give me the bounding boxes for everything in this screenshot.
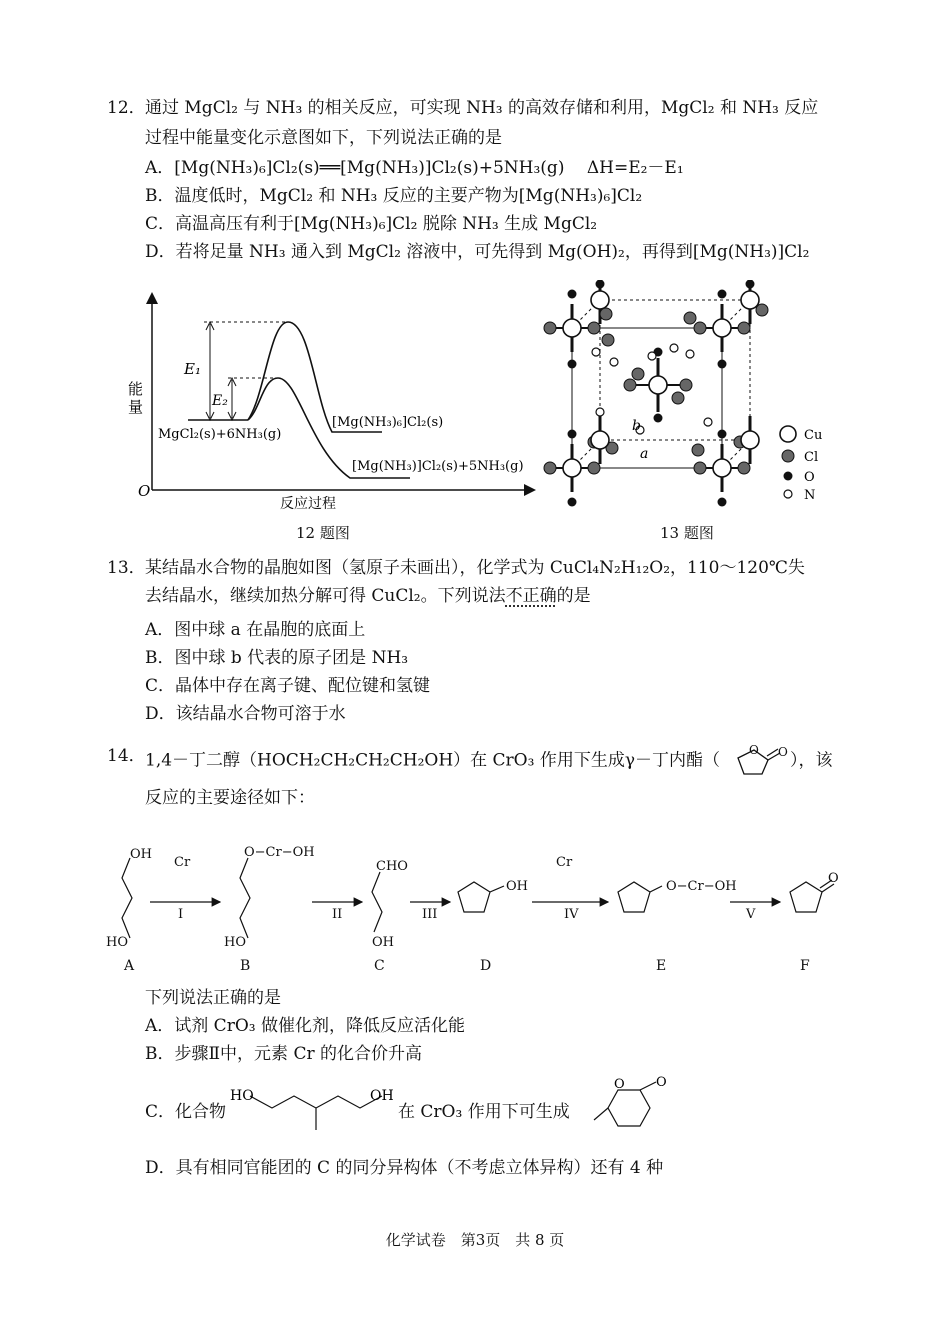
label-a: a <box>640 446 649 462</box>
q14-stem-line2: 反应的主要途径如下： <box>145 788 315 808</box>
q14-option-c-label: C．化合物 <box>145 1102 227 1122</box>
diol-ho: HO <box>230 1088 254 1104</box>
q13-option-d: D．该结晶水合物可溶于水 <box>145 704 346 724</box>
lactone-structure <box>720 744 790 778</box>
cro3-cr-1: Cr <box>174 855 191 870</box>
q13-option-b: B．图中球 b 代表的原子团是 NH₃ <box>145 648 409 668</box>
q14-stem1-b: ），该 <box>790 750 833 771</box>
step-i: I <box>178 907 184 922</box>
legend-o: O <box>804 470 815 485</box>
compound-e: E <box>656 958 667 974</box>
q14-stem-line1 <box>145 744 833 778</box>
lactone-carbonyl-o: O <box>778 745 788 759</box>
q13-stem2-a: 去结晶水，继续加热分解可得 CuCl₂。下列说法 <box>145 586 506 606</box>
f-o: O <box>828 871 839 886</box>
option-c-diol-structure <box>230 1078 400 1138</box>
reactant-label: MgCl₂(s)+6NH₃(g) <box>158 427 282 442</box>
step-iii: III <box>422 907 438 922</box>
e-ocr: O−Cr−OH <box>666 879 737 894</box>
y-label-1: 能 <box>128 380 144 398</box>
q13-stem-line1: 某结晶水合物的晶胞如图（氢原子未画出），化学式为 CuCl₄N₂H₁₂O₂，110～120℃失 <box>145 558 805 578</box>
crystal-cell-diagram <box>540 280 840 520</box>
q12-stem-line1: 通过 MgCl₂ 与 NH₃ 的相关反应，可实现 NH₃ 的高效存储和利用，MgCl₂ 和 NH₃ 反应 <box>145 98 819 118</box>
q13-stem-line2 <box>145 584 591 608</box>
q14-option-d: D．具有相同官能团的 C 的同分异构体（不考虑立体异构）还有 4 种 <box>145 1158 664 1178</box>
compound-b: B <box>240 958 251 974</box>
q14-option-b: B．步骤Ⅱ中，元素 Cr 的化合价升高 <box>145 1044 422 1064</box>
legend-cu: Cu <box>804 428 823 443</box>
label-e2: E₂ <box>212 393 228 409</box>
q12-option-b: B．温度低时，MgCl₂ 和 NH₃ 反应的主要产物为[Mg(NH₃)₆]Cl₂ <box>145 186 643 206</box>
cro3-cr-2: Cr <box>556 855 573 870</box>
q12-option-d: D．若将足量 NH₃ 通入到 MgCl₂ 溶液中，可先得到 Mg(OH)₂，再得到[Mg(NH₃)]Cl₂ <box>145 242 810 262</box>
q13-emphasis: 不正确 <box>505 586 557 606</box>
q13-option-a: A．图中球 a 在晶胞的底面上 <box>145 620 366 640</box>
figure-13-caption: 13 题图 <box>660 524 714 542</box>
step-v: V <box>746 907 756 922</box>
q12-number: 12． <box>107 98 146 118</box>
b-ho: HO <box>224 935 246 950</box>
d-oh: OH <box>506 879 528 894</box>
legend <box>780 426 822 503</box>
compound-f: F <box>800 958 810 974</box>
ring-o: O <box>614 1077 625 1092</box>
option-c-lactone-structure <box>590 1076 680 1146</box>
q13-option-c: C．晶体中存在离子键、配位键和氢键 <box>145 676 431 696</box>
product-label: [Mg(NH₃)]Cl₂(s)+5NH₃(g) <box>352 459 524 474</box>
legend-cl: Cl <box>804 450 819 465</box>
step-ii: II <box>332 907 343 922</box>
intermediate-label: [Mg(NH₃)₆]Cl₂(s) <box>332 415 444 430</box>
reaction-scheme <box>100 820 860 980</box>
origin-label: O <box>138 482 151 500</box>
label-e1: E₁ <box>184 360 201 378</box>
compound-d: D <box>480 958 492 974</box>
q13-number: 13． <box>107 558 146 578</box>
q13-stem2-c: 的是 <box>556 586 591 606</box>
a-oh: OH <box>130 847 152 862</box>
diol-oh: OH <box>370 1088 394 1104</box>
q12-stem-line2: 过程中能量变化示意图如下，下列说法正确的是 <box>145 128 502 148</box>
legend-n: N <box>804 488 816 503</box>
compound-a: A <box>124 958 135 974</box>
q12-option-c: C．高温高压有利于[Mg(NH₃)₆]Cl₂ 脱除 NH₃ 生成 MgCl₂ <box>145 214 598 234</box>
x-label: 反应过程 <box>280 496 336 512</box>
y-label-2: 量 <box>128 398 144 416</box>
c-cho: CHO <box>376 859 408 874</box>
step-iv: IV <box>564 907 579 922</box>
q14-option-a: A．试剂 CrO₃ 做催化剂，降低反应活化能 <box>145 1016 465 1036</box>
label-b: b <box>632 418 641 434</box>
a-ho: HO <box>106 935 128 950</box>
q14-option-c-mid: 在 CrO₃ 作用下可生成 <box>398 1102 570 1122</box>
q14-stem1-a: 1,4－丁二醇（HOCH₂CH₂CH₂CH₂OH）在 CrO₃ 作用下生成γ－丁内酯（ <box>145 750 721 771</box>
energy-diagram <box>120 290 540 515</box>
compound-c: C <box>374 958 385 974</box>
q14-lead: 下列说法正确的是 <box>145 988 281 1008</box>
q12-option-a: A．[Mg(NH₃)₆]Cl₂(s)══[Mg(NH₃)]Cl₂(s)+5NH₃(g) ΔH=E₂－E₁ <box>145 158 684 178</box>
carbonyl-o: O <box>656 1076 667 1090</box>
lactone-ring-o: O <box>749 744 759 757</box>
figure-12-caption: 12 题图 <box>296 524 350 542</box>
b-ocroh: O−Cr−OH <box>244 845 315 860</box>
c-oh: OH <box>372 935 394 950</box>
q14-number: 14． <box>107 746 146 766</box>
page-footer: 化学试卷 第3页 共 8 页 <box>385 1231 565 1249</box>
